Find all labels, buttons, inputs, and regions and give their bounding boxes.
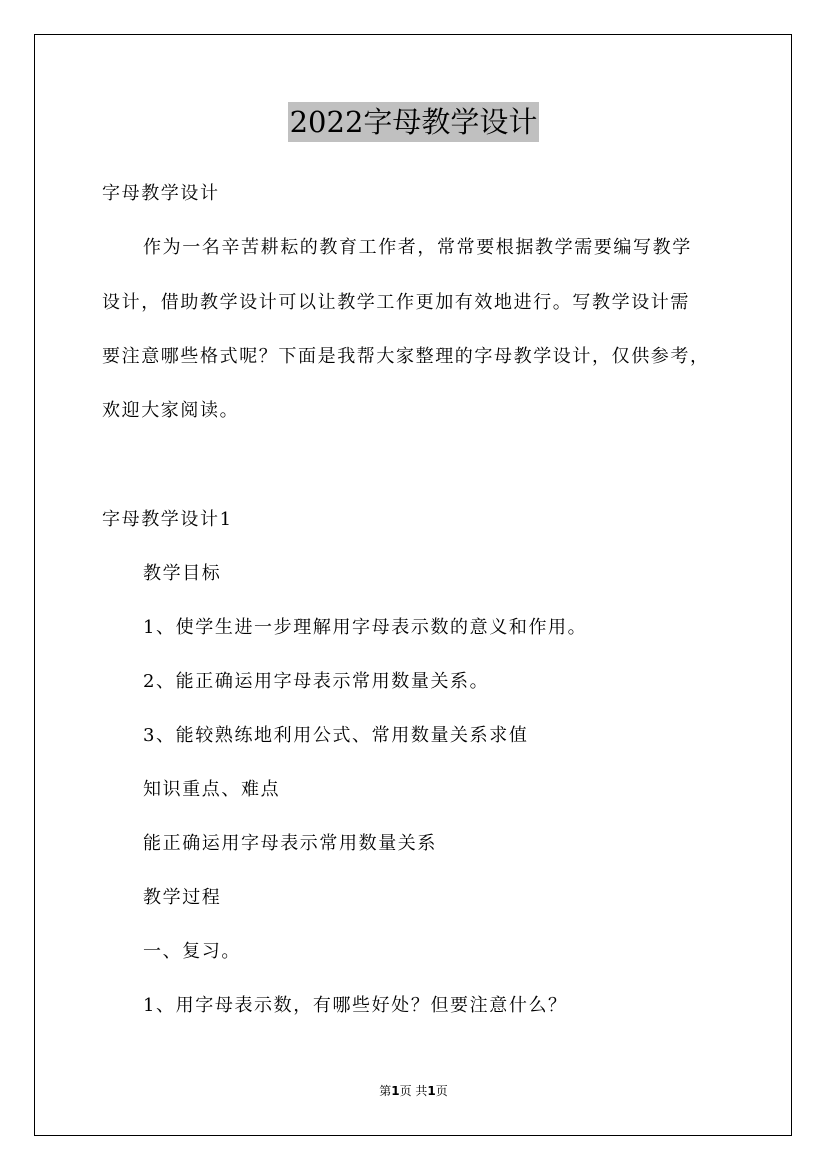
body-line-review-question: 1、用字母表示数，有哪些好处？但要注意什么？ (143, 995, 568, 1016)
page-footer (0, 1083, 827, 1099)
intro-line-3: 要注意哪些格式呢？下面是我帮大家整理的字母教学设计，仅供参考， (102, 346, 710, 367)
body-line-objectives: 教学目标 (143, 563, 222, 584)
title-container (0, 102, 827, 142)
body-line-process: 教学过程 (143, 887, 222, 908)
footer-page-current: 1 (391, 1084, 400, 1098)
document-title: 2022字母教学设计 (288, 102, 540, 142)
body-line-objective-1: 1、使学生进一步理解用字母表示数的意义和作用。 (143, 617, 588, 638)
body-line-key-point-text: 能正确运用字母表示常用数量关系 (143, 833, 437, 854)
footer-page-total: 1 (427, 1084, 436, 1098)
section-heading: 字母教学设计1 (102, 509, 233, 530)
intro-line-1: 作为一名辛苦耕耘的教育工作者，常常要根据教学需要编写教学 (143, 237, 692, 258)
body-line-key-points: 知识重点、难点 (143, 779, 281, 800)
body-line-objective-3: 3、能较熟练地利用公式、常用数量关系求值 (143, 725, 529, 746)
footer-page-suffix: 页 (435, 1084, 448, 1098)
intro-line-4: 欢迎大家阅读。 (102, 400, 240, 421)
footer-page-mid: 页 共 (399, 1084, 428, 1098)
intro-line-2: 设计，借助教学设计可以让教学工作更加有效地进行。写教学设计需 (102, 292, 690, 313)
body-line-objective-2: 2、能正确运用字母表示常用数量关系。 (143, 671, 490, 692)
footer-page-prefix: 第 (379, 1084, 392, 1098)
body-line-review: 一、复习。 (143, 941, 241, 962)
document-subtitle: 字母教学设计 (102, 183, 220, 204)
